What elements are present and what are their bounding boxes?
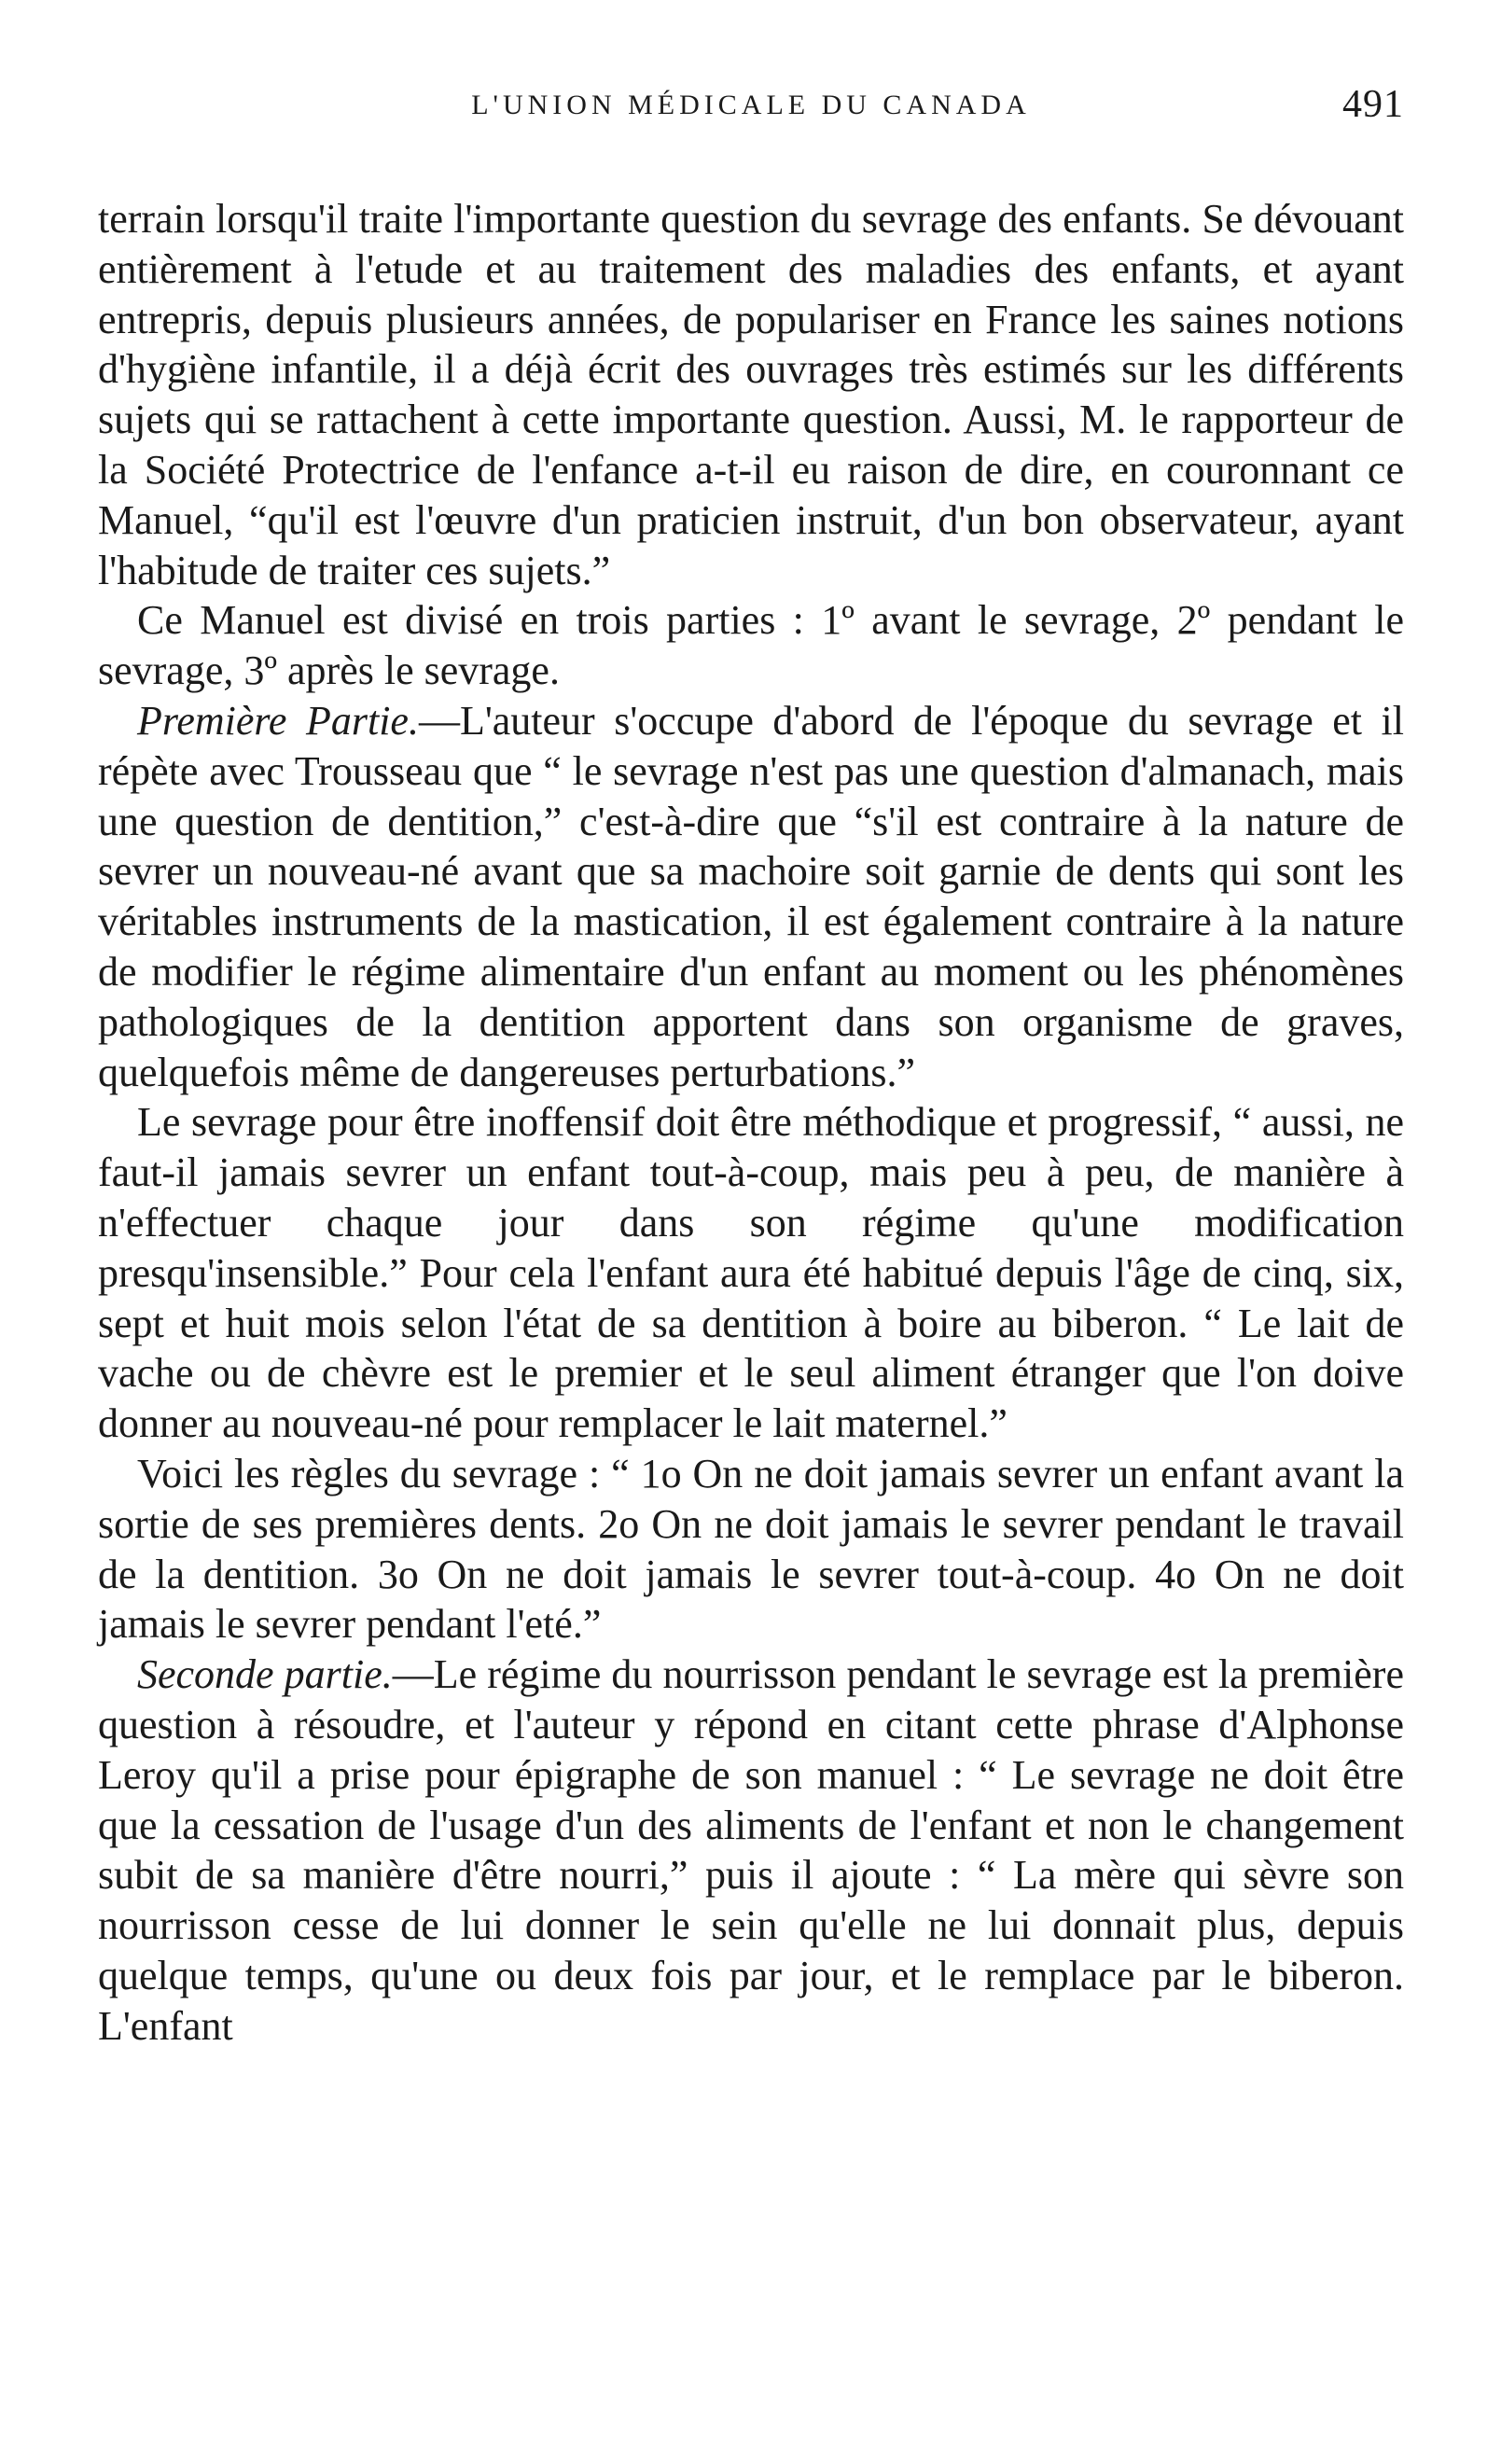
paragraph-text: Le sevrage pour être inoffensif doit être méthodique et progressif, “ aussi, ne faut-il jamais sevrer un enfant tout-à-coup, mais peu à peu, de manière à n'effectuer chaque jour dans son régime qu'une modification presqu'insensible.” Pour cela l'enfant aura été habitué depuis l'âge de cinq, six, sept et huit mois selon l'état de sa dentition à boire au biberon. “ Le lait de vache ou de chèvre est le premier et le seul aliment étranger que l'on doive donner au nouveau-né pour remplacer le lait maternel.” <box>98 1099 1404 1447</box>
paragraph-text: —Le régime du nourrisson pendant le sevrage est la première question à résoudre, et l'auteur y répond en citant cette phrase d'Alphonse Leroy qu'il a prise pour épigraphe de son manuel : “ Le sevrage ne doit être que la cessation de l'usage d'un des aliments de l'enfant et non le changement subit de sa manière d'être nourri,” puis il ajoute : “ La mère qui sèvre son nourrisson cesse de lui donner le sein qu'elle ne lui donnait plus, depuis quelque temps, qu'une ou deux fois par jour, et le remplace par le biberon. L'enfant <box>98 1651 1404 2049</box>
page <box>98 82 1404 2051</box>
paragraph-6 <box>98 1650 1404 2051</box>
paragraph-3 <box>98 696 1404 1097</box>
paragraph-4 <box>98 1097 1404 1449</box>
paragraph-5 <box>98 1449 1404 1650</box>
running-title: L'UNION MÉDICALE DU CANADA <box>471 90 1031 120</box>
paragraph-1 <box>98 194 1404 595</box>
page-number: 491 <box>1342 83 1404 126</box>
running-head <box>98 82 1404 138</box>
paragraph-2 <box>98 595 1404 696</box>
paragraph-text: terrain lorsqu'il traite l'importante question du sevrage des enfants. Se dévouant entièrement à l'etude et au traitement des maladies des enfants, et ayant entrepris, depuis plusieurs années, de populariser en France les saines notions d'hygiène infantile, il a déjà écrit des ouvrages très estimés sur les différents sujets qui se rattachent à cette importante question. Aussi, M. le rapporteur de la Société Protectrice de l'enfance a-t-il eu raison de dire, en couronnant ce Manuel, “qu'il est l'œuvre d'un praticien instruit, d'un bon observateur, ayant l'habitude de traiter ces sujets.” <box>98 196 1404 593</box>
paragraph-text: —L'auteur s'occupe d'abord de l'époque du sevrage et il répète avec Trousseau que “ le sevrage n'est pas une question d'almanach, mais une question de dentition,” c'est-à-dire que “s'il est contraire à la nature de sevrer un nouveau-né avant que sa machoire soit garnie de dents qui sont les véritables instruments de la mastication, il est également contraire à la nature de modifier le régime alimentaire d'un enfant au moment ou les phénomènes pathologiques de la dentition apportent dans son organisme de graves, quelquefois même de dangereuses perturbations.” <box>98 697 1404 1095</box>
section-heading-seconde-partie: Seconde partie. <box>137 1651 393 1698</box>
paragraph-text: Ce Manuel est divisé en trois parties : 1º avant le sevrage, 2º pendant le sevrage, 3º après le sevrage. <box>98 597 1404 694</box>
section-heading-premiere-partie: Première Partie. <box>137 697 419 744</box>
body-text <box>98 194 1404 2051</box>
paragraph-text: Voici les règles du sevrage : “ 1o On ne doit jamais sevrer un enfant avant la sortie de ses premières dents. 2o On ne doit jamais le sevrer pendant le travail de la dentition. 3o On ne doit jamais le sevrer tout-à-coup. 4o On ne doit jamais le sevrer pendant l'eté.” <box>98 1450 1404 1648</box>
